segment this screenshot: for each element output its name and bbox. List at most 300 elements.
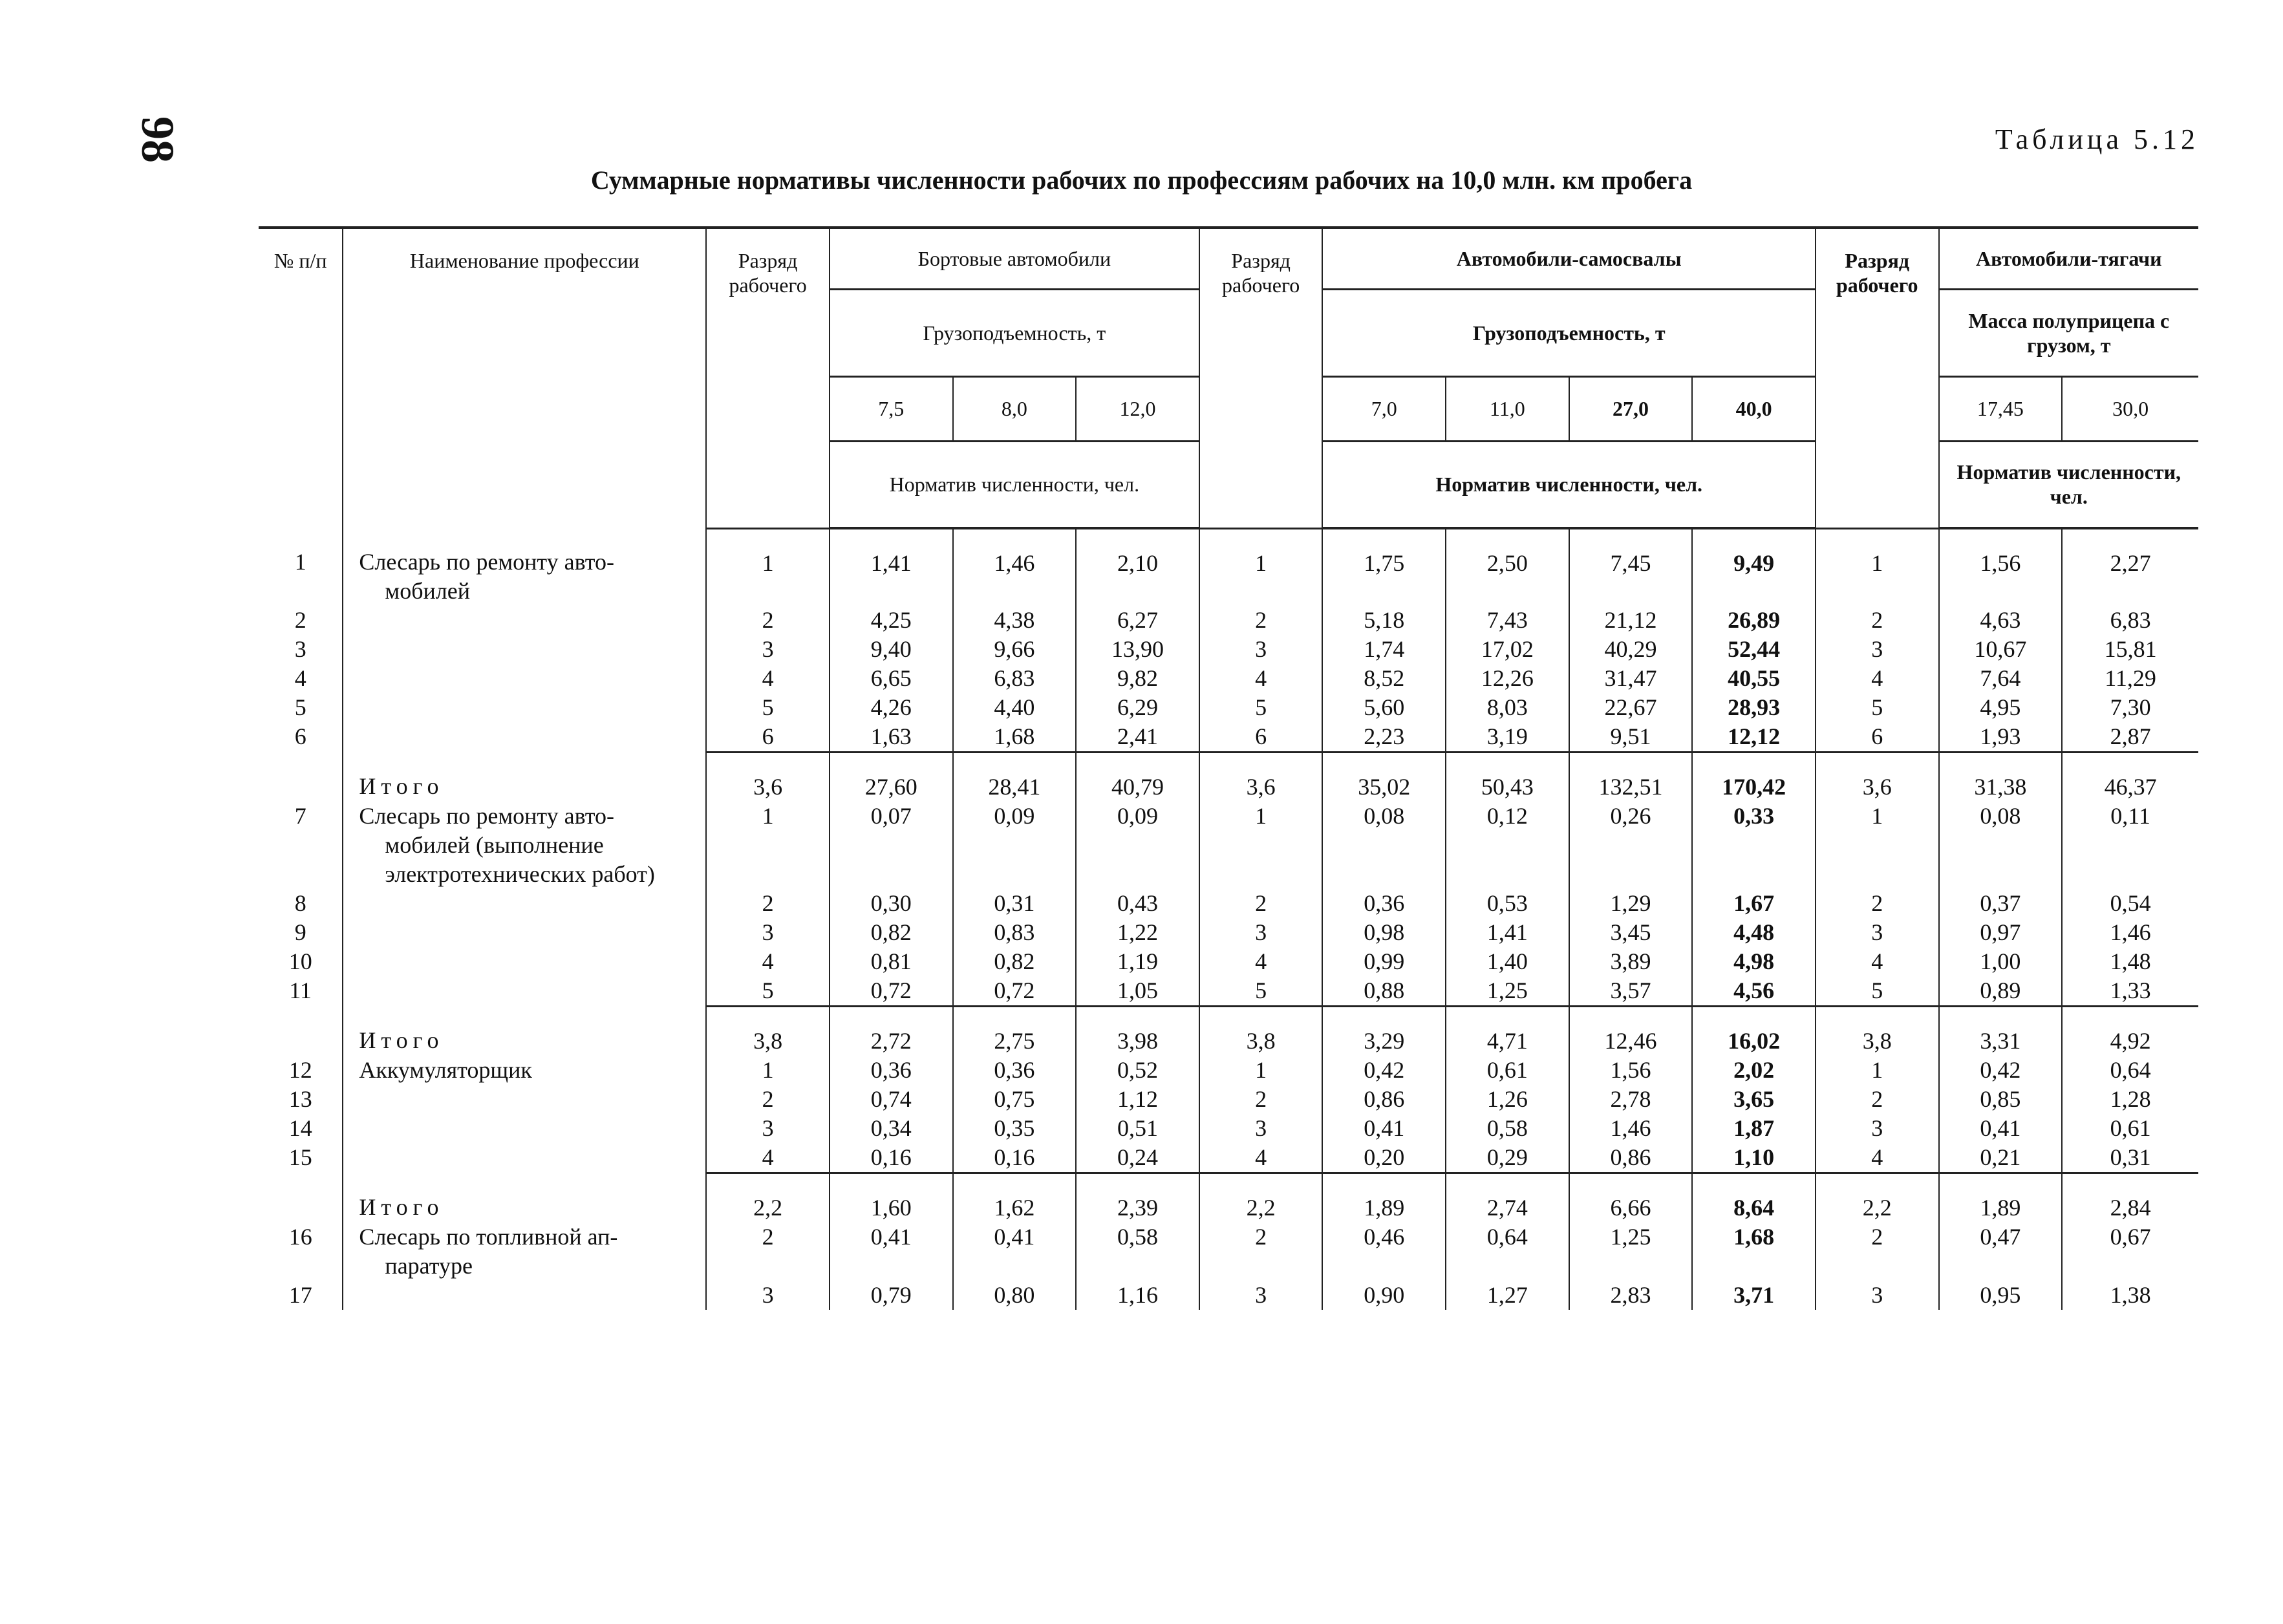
flatbed-value: 0,75 <box>953 1085 1077 1114</box>
grade-cell: 4 <box>1199 947 1323 976</box>
dump-value: 0,12 <box>1446 802 1569 889</box>
tractor-value: 11,29 <box>2062 664 2198 693</box>
dump-value: 1,67 <box>1692 889 1816 918</box>
flatbed-value: 1,60 <box>830 1173 953 1223</box>
table-row <box>259 1143 2198 1173</box>
flatbed-value: 0,79 <box>830 1281 953 1310</box>
grade-cell: 1 <box>706 802 830 889</box>
dump-value: 1,41 <box>1446 918 1569 947</box>
dump-value: 0,90 <box>1322 1281 1446 1310</box>
row-number: 8 <box>294 890 306 916</box>
row-number: 4 <box>294 665 306 691</box>
table-caption: Суммарные нормативы численности рабочих по профессиям рабочих на 10,0 млн. км пробега <box>590 166 1693 195</box>
grade-cell: 2 <box>1816 1223 1939 1281</box>
dump-value: 12,46 <box>1569 1007 1693 1056</box>
tractor-value: 2,87 <box>2062 722 2198 753</box>
dump-value: 0,41 <box>1322 1114 1446 1143</box>
flatbed-value: 1,46 <box>953 528 1077 606</box>
tractor-value: 1,00 <box>1939 947 2063 976</box>
dump-value: 0,53 <box>1446 889 1569 918</box>
flatbed-value: 0,80 <box>953 1281 1077 1310</box>
header-name: Наименование профессии <box>343 228 706 528</box>
grade-cell: 5 <box>1199 976 1323 1007</box>
dump-value: 3,71 <box>1692 1281 1816 1310</box>
flatbed-value: 0,41 <box>953 1223 1077 1281</box>
row-number <box>259 1173 343 1223</box>
profession-name-line: Итого <box>359 1193 444 1220</box>
dump-value: 132,51 <box>1569 753 1693 802</box>
dump-value: 2,23 <box>1322 722 1446 753</box>
grade-cell: 1 <box>1816 802 1939 889</box>
dump-value: 5,18 <box>1322 606 1446 635</box>
flatbed-value: 0,24 <box>1076 1143 1199 1173</box>
profession-name-continuation: мобилей <box>385 578 470 604</box>
table-row <box>259 1007 2198 1056</box>
flatbed-value: 2,75 <box>953 1007 1077 1056</box>
table-header <box>259 228 2198 528</box>
tractor-value: 2,84 <box>2062 1173 2198 1223</box>
grade-cell: 2 <box>1199 606 1323 635</box>
tractor-value: 1,38 <box>2062 1281 2198 1310</box>
dump-value: 28,93 <box>1692 693 1816 722</box>
table-row <box>259 753 2198 802</box>
grade-cell: 1 <box>706 528 830 606</box>
row-number: 10 <box>288 948 312 974</box>
flatbed-value: 1,62 <box>953 1173 1077 1223</box>
row-number <box>259 753 343 802</box>
table-row <box>259 1281 2198 1310</box>
capacity-dump-4: 40,0 <box>1692 376 1816 441</box>
grade-cell: 2 <box>1816 1085 1939 1114</box>
flatbed-value: 0,72 <box>953 976 1077 1007</box>
dump-value: 2,78 <box>1569 1085 1693 1114</box>
subtitle-flatbed: Грузоподъемность, т <box>830 289 1199 376</box>
flatbed-value: 4,40 <box>953 693 1077 722</box>
dump-value: 21,12 <box>1569 606 1693 635</box>
dump-value: 3,57 <box>1569 976 1693 1007</box>
grade-cell: 3 <box>1199 635 1323 664</box>
capacity-flatbed-1: 7,5 <box>830 376 953 441</box>
profession-name <box>343 635 706 664</box>
table-row <box>259 1085 2198 1114</box>
table-row <box>259 976 2198 1007</box>
grade-cell: 1 <box>706 1056 830 1085</box>
dump-value: 6,66 <box>1569 1173 1693 1223</box>
dump-value: 0,58 <box>1446 1114 1569 1143</box>
dump-value: 4,56 <box>1692 976 1816 1007</box>
row-number: 3 <box>294 636 306 662</box>
dump-value: 0,86 <box>1322 1085 1446 1114</box>
dump-value: 1,25 <box>1446 976 1569 1007</box>
tractor-value: 4,63 <box>1939 606 2063 635</box>
dump-value: 8,64 <box>1692 1173 1816 1223</box>
dump-value: 4,71 <box>1446 1007 1569 1056</box>
norm-label-tractor: Норматив численности, чел. <box>1939 441 2198 528</box>
norms-table <box>259 226 2198 1310</box>
row-number: 13 <box>288 1086 312 1112</box>
profession-name <box>343 1281 706 1310</box>
dump-value: 9,49 <box>1692 528 1816 606</box>
dump-value: 1,89 <box>1322 1173 1446 1223</box>
flatbed-value: 0,81 <box>830 947 953 976</box>
flatbed-value: 6,65 <box>830 664 953 693</box>
dump-value: 40,29 <box>1569 635 1693 664</box>
subtitle-tractor: Масса полуприцепа с грузом, т <box>1939 289 2198 376</box>
flatbed-value: 0,51 <box>1076 1114 1199 1143</box>
grade-cell: 6 <box>1816 722 1939 753</box>
grade-cell: 2,2 <box>1816 1173 1939 1223</box>
tractor-value: 3,31 <box>1939 1007 2063 1056</box>
dump-value: 3,65 <box>1692 1085 1816 1114</box>
flatbed-value: 1,41 <box>830 528 953 606</box>
row-number: 15 <box>288 1144 312 1170</box>
grade-cell: 4 <box>1816 664 1939 693</box>
tractor-value: 7,64 <box>1939 664 2063 693</box>
grade-cell: 3,8 <box>1816 1007 1939 1056</box>
dump-value: 1,68 <box>1692 1223 1816 1281</box>
tractor-value: 2,27 <box>2062 528 2198 606</box>
flatbed-value: 0,09 <box>1076 802 1199 889</box>
grade-cell: 1 <box>1199 1056 1323 1085</box>
table-row <box>259 918 2198 947</box>
dump-value: 0,99 <box>1322 947 1446 976</box>
tractor-value: 4,95 <box>1939 693 2063 722</box>
flatbed-value: 0,74 <box>830 1085 953 1114</box>
dump-value: 1,87 <box>1692 1114 1816 1143</box>
table-row <box>259 606 2198 635</box>
grade-cell: 3,6 <box>706 753 830 802</box>
dump-value: 0,98 <box>1322 918 1446 947</box>
profession-name <box>343 722 706 753</box>
norm-label-flatbed: Норматив численности, чел. <box>830 441 1199 528</box>
grade-cell: 5 <box>706 693 830 722</box>
flatbed-value: 1,16 <box>1076 1281 1199 1310</box>
dump-value: 1,25 <box>1569 1223 1693 1281</box>
capacity-flatbed-2: 8,0 <box>953 376 1077 441</box>
dump-value: 8,52 <box>1322 664 1446 693</box>
group-title-dump: Автомобили-самосвалы <box>1322 228 1816 289</box>
tractor-value: 0,08 <box>1939 802 2063 889</box>
profession-name <box>343 693 706 722</box>
table-row <box>259 802 2198 889</box>
page-number: 98 <box>132 116 184 163</box>
grade-cell: 1 <box>1816 1056 1939 1085</box>
grade-cell: 3,6 <box>1816 753 1939 802</box>
tractor-value: 0,95 <box>1939 1281 2063 1310</box>
grade-cell: 2 <box>1199 889 1323 918</box>
flatbed-value: 1,19 <box>1076 947 1199 976</box>
tractor-value: 10,67 <box>1939 635 2063 664</box>
grade-cell: 4 <box>1199 664 1323 693</box>
grade-cell: 2 <box>1199 1085 1323 1114</box>
dump-value: 0,88 <box>1322 976 1446 1007</box>
grade-cell: 1 <box>1199 802 1323 889</box>
dump-value: 0,36 <box>1322 889 1446 918</box>
dump-value: 0,26 <box>1569 802 1693 889</box>
tractor-value: 1,56 <box>1939 528 2063 606</box>
grade-cell: 5 <box>1199 693 1323 722</box>
flatbed-value: 0,72 <box>830 976 953 1007</box>
grade-cell: 3 <box>706 918 830 947</box>
norm-label-dump: Норматив численности, чел. <box>1322 441 1816 528</box>
flatbed-value: 0,58 <box>1076 1223 1199 1281</box>
tractor-value: 0,97 <box>1939 918 2063 947</box>
flatbed-value: 3,98 <box>1076 1007 1199 1056</box>
header-num: № п/п <box>259 228 343 528</box>
profession-name-continuation: паратуре <box>385 1253 473 1279</box>
dump-value: 4,98 <box>1692 947 1816 976</box>
dump-value: 1,29 <box>1569 889 1693 918</box>
header-grade-3: Разряд рабочего <box>1816 228 1939 528</box>
flatbed-value: 28,41 <box>953 753 1077 802</box>
profession-name-line: Итого <box>359 1027 444 1053</box>
flatbed-value: 1,68 <box>953 722 1077 753</box>
grade-cell: 2 <box>706 606 830 635</box>
dump-value: 2,83 <box>1569 1281 1693 1310</box>
dump-value: 1,10 <box>1692 1143 1816 1173</box>
table-row <box>259 947 2198 976</box>
profession-name <box>343 606 706 635</box>
flatbed-value: 0,82 <box>830 918 953 947</box>
flatbed-value: 1,05 <box>1076 976 1199 1007</box>
dump-value: 31,47 <box>1569 664 1693 693</box>
tractor-value: 1,89 <box>1939 1173 2063 1223</box>
row-number: 14 <box>288 1115 312 1141</box>
grade-cell: 3 <box>1199 1281 1323 1310</box>
profession-name <box>343 889 706 918</box>
grade-cell: 2 <box>706 889 830 918</box>
dump-value: 0,08 <box>1322 802 1446 889</box>
table-row <box>259 722 2198 753</box>
dump-value: 22,67 <box>1569 693 1693 722</box>
table-body <box>259 528 2198 1310</box>
tractor-value: 6,83 <box>2062 606 2198 635</box>
group-title-tractor: Автомобили-тягачи <box>1939 228 2198 289</box>
capacity-dump-1: 7,0 <box>1322 376 1446 441</box>
dump-value: 4,48 <box>1692 918 1816 947</box>
row-number: 11 <box>289 978 312 1003</box>
tractor-value: 0,37 <box>1939 889 2063 918</box>
tractor-value: 0,11 <box>2062 802 2198 889</box>
row-number: 6 <box>294 723 306 749</box>
flatbed-value: 0,09 <box>953 802 1077 889</box>
flatbed-value: 2,41 <box>1076 722 1199 753</box>
grade-cell: 4 <box>1816 1143 1939 1173</box>
tractor-value: 46,37 <box>2062 753 2198 802</box>
table-row <box>259 635 2198 664</box>
tractor-value: 1,48 <box>2062 947 2198 976</box>
grade-cell: 2 <box>706 1223 830 1281</box>
dump-value: 1,40 <box>1446 947 1569 976</box>
dump-value: 170,42 <box>1692 753 1816 802</box>
grade-cell: 3 <box>706 635 830 664</box>
dump-value: 0,20 <box>1322 1143 1446 1173</box>
tractor-value: 0,47 <box>1939 1223 2063 1281</box>
profession-name <box>343 1056 706 1085</box>
total-label <box>343 1007 706 1056</box>
flatbed-value: 2,10 <box>1076 528 1199 606</box>
flatbed-value: 9,40 <box>830 635 953 664</box>
tractor-value: 0,42 <box>1939 1056 2063 1085</box>
dump-value: 2,50 <box>1446 528 1569 606</box>
flatbed-value: 1,22 <box>1076 918 1199 947</box>
grade-cell: 3 <box>1816 1281 1939 1310</box>
grade-cell: 3,8 <box>706 1007 830 1056</box>
flatbed-value: 40,79 <box>1076 753 1199 802</box>
grade-cell: 5 <box>706 976 830 1007</box>
tractor-value: 7,30 <box>2062 693 2198 722</box>
flatbed-value: 0,36 <box>953 1056 1077 1085</box>
flatbed-value: 0,35 <box>953 1114 1077 1143</box>
tractor-value: 0,89 <box>1939 976 2063 1007</box>
dump-value: 16,02 <box>1692 1007 1816 1056</box>
dump-value: 7,43 <box>1446 606 1569 635</box>
profession-name-line: Итого <box>359 773 444 799</box>
profession-name-continuation: мобилей (выполнение электротехнических работ) <box>385 832 655 887</box>
grade-cell: 4 <box>1199 1143 1323 1173</box>
dump-value: 8,03 <box>1446 693 1569 722</box>
group-title-flatbed: Бортовые автомобили <box>830 228 1199 289</box>
dump-value: 3,29 <box>1322 1007 1446 1056</box>
dump-value: 0,42 <box>1322 1056 1446 1085</box>
mass-tractor-1: 17,45 <box>1939 376 2063 441</box>
dump-value: 1,74 <box>1322 635 1446 664</box>
row-number: 17 <box>288 1282 312 1308</box>
total-label <box>343 753 706 802</box>
profession-name <box>343 976 706 1007</box>
tractor-value: 4,92 <box>2062 1007 2198 1056</box>
grade-cell: 6 <box>1199 722 1323 753</box>
row-number: 1 <box>294 549 306 575</box>
dump-value: 3,19 <box>1446 722 1569 753</box>
grade-cell: 3 <box>1816 1114 1939 1143</box>
profession-name <box>343 1223 706 1281</box>
row-number: 7 <box>294 803 306 829</box>
flatbed-value: 0,82 <box>953 947 1077 976</box>
grade-cell: 3 <box>706 1281 830 1310</box>
grade-cell: 2 <box>1816 889 1939 918</box>
dump-value: 7,45 <box>1569 528 1693 606</box>
dump-value: 1,75 <box>1322 528 1446 606</box>
flatbed-value: 0,16 <box>953 1143 1077 1173</box>
grade-cell: 3 <box>1816 918 1939 947</box>
table-label: Таблица 5.12 <box>1995 123 2199 155</box>
dump-value: 3,89 <box>1569 947 1693 976</box>
tractor-value: 1,93 <box>1939 722 2063 753</box>
flatbed-value: 1,63 <box>830 722 953 753</box>
row-number: 12 <box>288 1057 312 1083</box>
grade-cell: 3,6 <box>1199 753 1323 802</box>
grade-cell: 5 <box>1816 693 1939 722</box>
profession-name <box>343 664 706 693</box>
grade-cell: 5 <box>1816 976 1939 1007</box>
dump-value: 0,61 <box>1446 1056 1569 1085</box>
capacity-flatbed-3: 12,0 <box>1076 376 1199 441</box>
profession-name <box>343 528 706 606</box>
tractor-value: 0,54 <box>2062 889 2198 918</box>
flatbed-value: 2,39 <box>1076 1173 1199 1223</box>
table-row <box>259 693 2198 722</box>
row-number: 2 <box>294 607 306 633</box>
grade-cell: 1 <box>1816 528 1939 606</box>
table-row <box>259 1173 2198 1223</box>
profession-name <box>343 1143 706 1173</box>
table-row <box>259 889 2198 918</box>
tractor-value: 1,46 <box>2062 918 2198 947</box>
flatbed-value: 4,25 <box>830 606 953 635</box>
dump-value: 5,60 <box>1322 693 1446 722</box>
dump-value: 0,86 <box>1569 1143 1693 1173</box>
tractor-value: 0,64 <box>2062 1056 2198 1085</box>
dump-value: 1,27 <box>1446 1281 1569 1310</box>
tractor-value: 0,31 <box>2062 1143 2198 1173</box>
flatbed-value: 9,66 <box>953 635 1077 664</box>
dump-value: 2,74 <box>1446 1173 1569 1223</box>
profession-name <box>343 1085 706 1114</box>
dump-value: 0,64 <box>1446 1223 1569 1281</box>
grade-cell: 3,8 <box>1199 1007 1323 1056</box>
profession-name <box>343 918 706 947</box>
table-row <box>259 1056 2198 1085</box>
grade-cell: 1 <box>1199 528 1323 606</box>
grade-cell: 4 <box>706 1143 830 1173</box>
flatbed-value: 6,29 <box>1076 693 1199 722</box>
grade-cell: 2,2 <box>706 1173 830 1223</box>
grade-cell: 4 <box>1816 947 1939 976</box>
dump-value: 26,89 <box>1692 606 1816 635</box>
flatbed-value: 27,60 <box>830 753 953 802</box>
dump-value: 17,02 <box>1446 635 1569 664</box>
profession-name <box>343 802 706 889</box>
row-number: 5 <box>294 694 306 720</box>
table-row <box>259 1114 2198 1143</box>
dump-value: 35,02 <box>1322 753 1446 802</box>
dump-value: 1,56 <box>1569 1056 1693 1085</box>
flatbed-value: 0,30 <box>830 889 953 918</box>
capacity-dump-3: 27,0 <box>1569 376 1693 441</box>
dump-value: 0,29 <box>1446 1143 1569 1173</box>
grade-cell: 3 <box>1199 918 1323 947</box>
header-grade-2: Разряд рабочего <box>1199 228 1323 528</box>
flatbed-value: 0,36 <box>830 1056 953 1085</box>
capacity-dump-2: 11,0 <box>1446 376 1569 441</box>
flatbed-value: 6,27 <box>1076 606 1199 635</box>
flatbed-value: 6,83 <box>953 664 1077 693</box>
grade-cell: 3 <box>1816 635 1939 664</box>
tractor-value: 15,81 <box>2062 635 2198 664</box>
dump-value: 3,45 <box>1569 918 1693 947</box>
profession-name <box>343 1114 706 1143</box>
table-row <box>259 528 2198 606</box>
dump-value: 52,44 <box>1692 635 1816 664</box>
profession-name-line: Слесарь по ремонту авто- <box>359 549 614 575</box>
dump-value: 1,26 <box>1446 1085 1569 1114</box>
profession-name <box>343 947 706 976</box>
grade-cell: 2,2 <box>1199 1173 1323 1223</box>
dump-value: 40,55 <box>1692 664 1816 693</box>
grade-cell: 3 <box>1199 1114 1323 1143</box>
dump-value: 0,46 <box>1322 1223 1446 1281</box>
grade-cell: 3 <box>706 1114 830 1143</box>
grade-cell: 2 <box>706 1085 830 1114</box>
flatbed-value: 0,43 <box>1076 889 1199 918</box>
flatbed-value: 0,34 <box>830 1114 953 1143</box>
row-number: 9 <box>294 919 306 945</box>
flatbed-value: 4,38 <box>953 606 1077 635</box>
dump-value: 12,12 <box>1692 722 1816 753</box>
flatbed-value: 0,41 <box>830 1223 953 1281</box>
tractor-value: 1,28 <box>2062 1085 2198 1114</box>
